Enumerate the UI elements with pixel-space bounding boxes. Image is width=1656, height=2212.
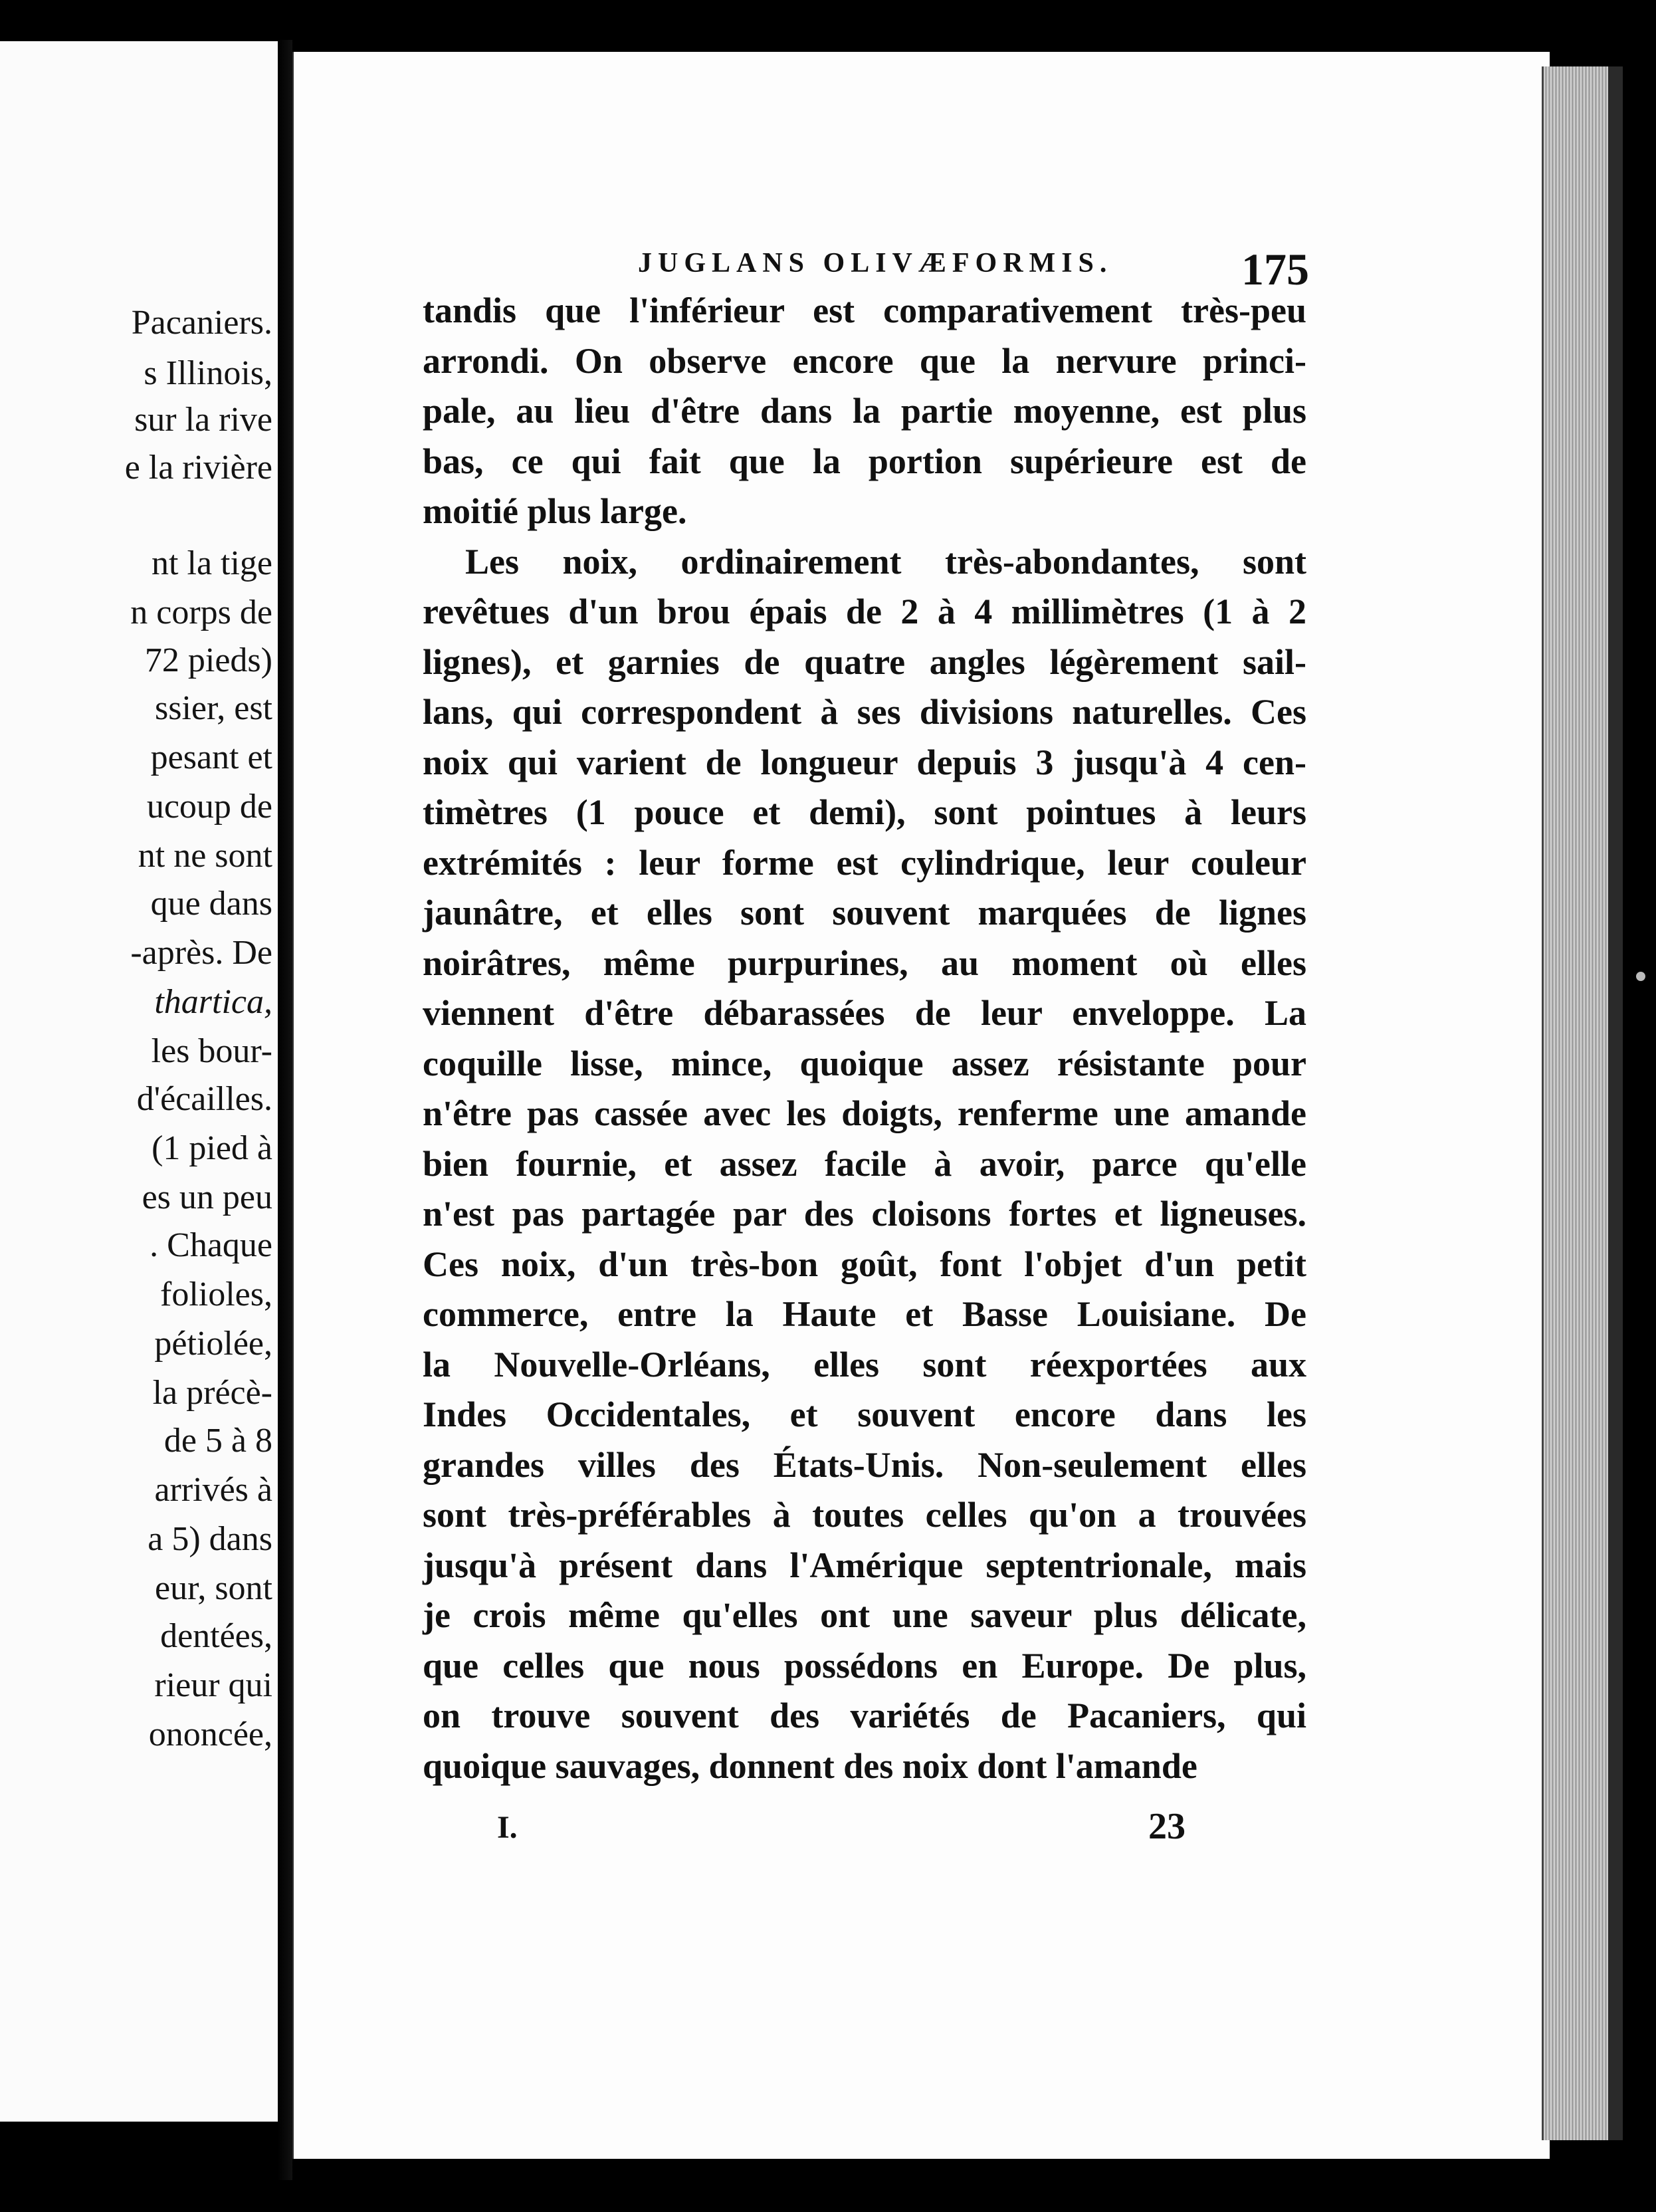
running-head: JUGLANS OLIVÆFORMIS. [638,248,1113,278]
body-text-line: n'être pas cassée avec les doigts, renferme une amande [423,1093,1306,1133]
left-page-line: arrivés à [154,1471,272,1509]
body-text-line: sont très-préférables à toutes celles qu'on a trouvées [423,1495,1306,1535]
left-page-line: pétiolée, [154,1325,272,1363]
body-text-line: lignes), et garnies de quatre angles légèrement sail- [423,641,1306,682]
left-page-line: nt ne sont [138,837,272,875]
page-block-shadow [1608,66,1623,2140]
left-page-line: rieur qui [154,1666,272,1704]
body-text-line: commerce, entre la Haute et Basse Louisiane. De [423,1294,1306,1334]
left-page-line: de 5 à 8 [163,1422,272,1460]
left-page-line: ononcée, [148,1715,272,1753]
left-page-line: les bour- [151,1032,272,1070]
left-page-line: -après. De [130,934,272,972]
body-text-line: Indes Occidentales, et souvent encore dans les [423,1394,1306,1434]
scan-speck [1636,972,1645,981]
body-text-line: noirâtres, même purpurines, au moment où elles [423,942,1306,983]
body-text-line: grandes villes des États-Unis. Non-seulement elles [423,1444,1306,1485]
page-number: 175 [1241,244,1309,294]
body-text-line: arrondi. On observe encore que la nervure princi- [423,340,1306,381]
left-page-line: a 5) dans [148,1520,272,1558]
left-page-line: (1 pied à [152,1129,272,1167]
signature-mark: I. [497,1810,518,1845]
left-page-line: ucoup de [146,788,272,826]
body-text-line: noix qui varient de longueur depuis 3 jusqu'à 4 cen- [423,742,1306,782]
left-page-line: sur la rive [134,401,272,439]
body-text-line: moitié plus large. [423,491,687,531]
left-page-line: eur, sont [155,1569,272,1607]
left-page-line: que dans [150,885,272,923]
body-text-line: je crois même qu'elles ont une saveur plus délicate, [423,1595,1306,1635]
left-page-line: folioles, [160,1275,272,1313]
left-page-line: n corps de [130,594,272,631]
body-text-line: jaunâtre, et elles sont souvent marquées de lignes [423,893,1306,933]
body-text-line: lans, qui correspondent à ses divisions naturelles. Ces [423,692,1306,732]
body-text-line: bien fournie, et assez facile à avoir, parce qu'elle [423,1143,1306,1184]
body-text-line: viennent d'être débarassées de leur enveloppe. La [423,993,1306,1033]
left-page-line: Pacaniers. [131,304,272,342]
body-text-line: on trouve souvent des variétés de Pacaniers, qui [423,1696,1306,1735]
left-facing-page [0,41,280,2122]
body-text-line: pale, au lieu d'être dans la partie moyenne, est plus [423,391,1306,431]
body-text-line: Ces noix, d'un très-bon goût, font l'objet d'un petit [423,1244,1306,1284]
body-text-line: coquille lisse, mince, quoique assez résistante pour [423,1043,1306,1083]
body-text-line: timètres (1 pouce et demi), sont pointues à leurs [423,792,1306,832]
body-text-line: la Nouvelle-Orléans, elles sont réexportées aux [423,1344,1306,1384]
left-page-line: pesant et [150,738,272,776]
body-text-line: Les noix, ordinairement très-abondantes, sont [465,541,1306,582]
left-page-line: es un peu [142,1178,272,1216]
body-text-line: bas, ce qui fait que la portion supérieure est de [423,441,1306,481]
left-page-line: s Illinois, [144,354,272,392]
left-page-line: e la rivière [124,449,272,487]
body-text-line: extrémités : leur forme est cylindrique, leur couleur [423,842,1306,883]
left-page-line: 72 pieds) [144,641,272,679]
page-block-edges [1542,66,1610,2140]
left-page-line: dentées, [160,1617,272,1655]
body-text-line: n'est pas partagée par des cloisons fortes et ligneuses. [423,1194,1306,1234]
body-text-line: que celles que nous possédons en Europe. De plus, [423,1645,1306,1686]
book-gutter [278,40,292,2180]
body-text-line: revêtues d'un brou épais de 2 à 4 millimètres (1 à 2 [423,592,1306,631]
body-text [423,286,1306,1791]
left-page-line: . Chaque [150,1226,272,1264]
left-page-line: la précè- [152,1374,272,1412]
left-page-line: ssier, est [155,689,272,727]
signature-number: 23 [1148,1806,1186,1847]
body-text-line: tandis que l'inférieur est comparativement très-peu [423,290,1306,330]
scanner-background [0,0,1656,47]
left-page-line: d'écailles. [136,1080,272,1118]
body-text-line: quoique sauvages, donnent des noix dont l'amande [423,1745,1197,1786]
left-page-line: thartica, [154,983,272,1021]
body-text-line: jusqu'à présent dans l'Amérique septentrionale, mais [423,1545,1306,1585]
left-page-line: nt la tige [152,544,272,582]
